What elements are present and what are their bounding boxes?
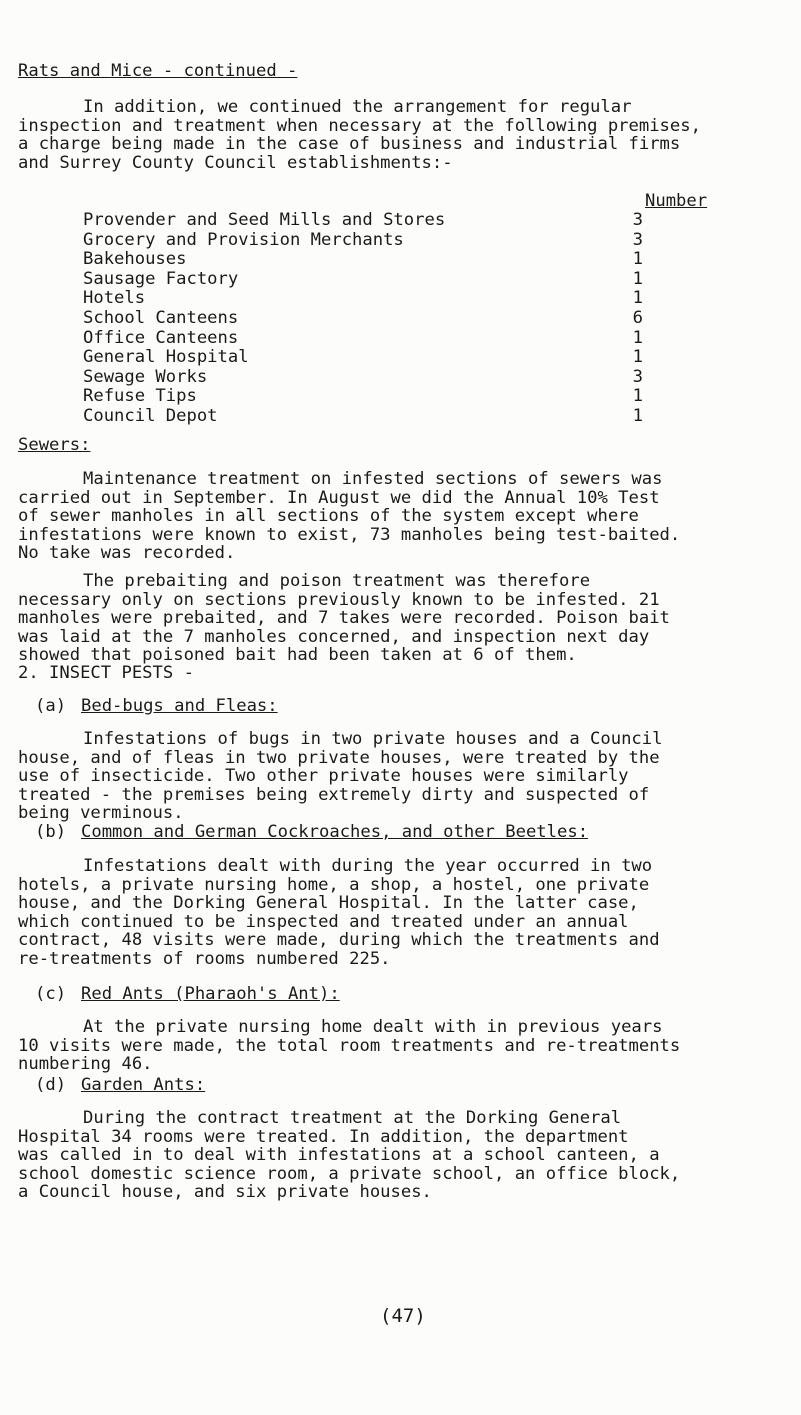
premises-name: General Hospital xyxy=(83,347,249,368)
subsection-body-cockroaches xyxy=(18,857,788,968)
paragraph-line: carried out in September. In August we did the Annual 10% Test xyxy=(18,487,660,508)
subsection-title: Red Ants (Pharaoh's Ant): xyxy=(81,984,340,1004)
premises-count: 1 xyxy=(632,288,643,309)
premises-row xyxy=(83,289,643,309)
subsection-body-garden-ants xyxy=(18,1109,788,1202)
premises-list xyxy=(83,211,643,427)
paragraph-line: contract, 48 visits were made, during which the treatments and xyxy=(18,930,660,950)
sewers-heading: Sewers: xyxy=(18,435,91,455)
premises-row xyxy=(83,231,643,251)
subsection-label: (b) xyxy=(35,822,67,842)
premises-name: Refuse Tips xyxy=(83,386,197,407)
premises-row xyxy=(83,250,643,270)
premises-name: Hotels xyxy=(83,288,146,309)
subsection-title: Bed-bugs and Fleas: xyxy=(81,696,278,716)
paragraph-line: school domestic science room, a private school, an office block, xyxy=(18,1163,681,1184)
subsection-body-bedbugs xyxy=(18,730,788,823)
sewers-paragraph-2 xyxy=(18,572,788,665)
premises-name: Council Depot xyxy=(83,405,218,426)
paragraph-line: house, and the Dorking General Hospital. In the latter case, xyxy=(18,893,639,913)
premises-name: Sewage Works xyxy=(83,366,208,387)
premises-row xyxy=(83,368,643,388)
premises-row xyxy=(83,211,643,231)
intro-line: In addition, we continued the arrangement for regular xyxy=(83,97,632,117)
paragraph-line: re-treatments of rooms numbered 225. xyxy=(18,948,391,969)
premises-count: 1 xyxy=(632,386,643,407)
paragraph-line: use of insecticide. Two other private houses were similarly xyxy=(18,766,629,786)
premises-count: 1 xyxy=(632,249,643,270)
premises-count: 1 xyxy=(632,327,643,348)
subsection-heading-red-ants xyxy=(35,985,340,1004)
paragraph-line: treated - the premises being extremely dirty and suspected of xyxy=(18,784,650,805)
premises-row xyxy=(83,309,643,329)
paragraph-line: a Council house, and six private houses. xyxy=(18,1182,432,1202)
paragraph-line: At the private nursing home dealt with in previous years xyxy=(83,1017,663,1037)
number-column-header: Number xyxy=(645,191,708,211)
insect-pests-heading xyxy=(18,664,194,683)
paragraph-line: being verminous. xyxy=(18,803,184,823)
paragraph-line: Hospital 34 rooms were treated. In addition, the department xyxy=(18,1126,629,1147)
subsection-label: (d) xyxy=(35,1075,67,1095)
premises-row xyxy=(83,387,643,407)
intro-line: inspection and treatment when necessary at the following premises, xyxy=(18,115,701,136)
paragraph-line: numbering 46. xyxy=(18,1054,153,1074)
premises-row xyxy=(83,348,643,368)
premises-name: Bakehouses xyxy=(83,249,187,270)
premises-name: Grocery and Provision Merchants xyxy=(83,229,404,250)
paragraph-line: house, and of fleas in two private houses, were treated by the xyxy=(18,747,660,768)
premises-name: School Canteens xyxy=(83,307,239,328)
paragraph-line: was laid at the 7 manholes concerned, and inspection next day xyxy=(18,626,650,647)
paragraph-line: No take was recorded. xyxy=(18,543,236,563)
premises-count: 1 xyxy=(632,268,643,289)
paragraph-line: hotels, a private nursing home, a shop, a hostel, one private xyxy=(18,874,650,895)
paragraph-line: The prebaiting and poison treatment was therefore xyxy=(83,571,591,591)
paragraph-line: showed that poisoned bait had been taken at 6 of them. xyxy=(18,645,577,665)
page-number: (47) xyxy=(380,1305,426,1327)
subsection-label: (c) xyxy=(35,984,67,1004)
paragraph-line: of sewer manholes in all sections of the system except where xyxy=(18,506,639,526)
sewers-paragraph-1 xyxy=(18,470,788,563)
premises-count: 1 xyxy=(632,405,643,426)
intro-line: a charge being made in the case of business and industrial firms xyxy=(18,134,681,154)
subsection-heading-cockroaches xyxy=(35,823,588,842)
premises-row xyxy=(83,407,643,427)
insect-pests-heading-text: 2. INSECT PESTS - xyxy=(18,663,194,683)
subsection-title: Garden Ants: xyxy=(81,1075,206,1095)
subsection-title: Common and German Cockroaches, and other Beetles: xyxy=(81,822,589,842)
subsection-body-red-ants xyxy=(18,1018,788,1074)
paragraph-line: Infestations dealt with during the year occurred in two xyxy=(83,856,653,876)
section-heading-rats-mice: Rats and Mice - continued - xyxy=(18,61,298,81)
paragraph-line: During the contract treatment at the Dorking General xyxy=(83,1108,622,1128)
intro-line: and Surrey County Council establishments:- xyxy=(18,152,453,173)
paragraph-line: 10 visits were made, the total room treatments and re-treatments xyxy=(18,1035,681,1056)
paragraph-line: infestations were known to exist, 73 manholes being test-baited. xyxy=(18,524,681,545)
paragraph-line: Maintenance treatment on infested sections of sewers was xyxy=(83,469,663,489)
premises-name: Sausage Factory xyxy=(83,268,239,289)
paragraph-line: which continued to be inspected and treated under an annual xyxy=(18,911,629,932)
subsection-label: (a) xyxy=(35,696,67,716)
subsection-heading-garden-ants xyxy=(35,1076,205,1095)
intro-paragraph xyxy=(18,98,788,172)
premises-name: Provender and Seed Mills and Stores xyxy=(83,210,446,230)
premises-count: 3 xyxy=(632,229,643,250)
premises-count: 3 xyxy=(632,366,643,387)
premises-name: Office Canteens xyxy=(83,327,239,348)
premises-count: 1 xyxy=(632,347,643,368)
premises-count: 6 xyxy=(632,307,643,328)
paragraph-line: Infestations of bugs in two private houses and a Council xyxy=(83,729,663,749)
subsection-heading-bedbugs xyxy=(35,697,278,716)
paragraph-line: necessary only on sections previously known to be infested. 21 xyxy=(18,589,660,610)
paragraph-line: was called in to deal with infestations at a school canteen, a xyxy=(18,1145,660,1165)
premises-row xyxy=(83,270,643,290)
premises-row xyxy=(83,329,643,349)
paragraph-line: manholes were prebaited, and 7 takes were recorded. Poison bait xyxy=(18,608,670,628)
premises-count: 3 xyxy=(632,210,643,230)
